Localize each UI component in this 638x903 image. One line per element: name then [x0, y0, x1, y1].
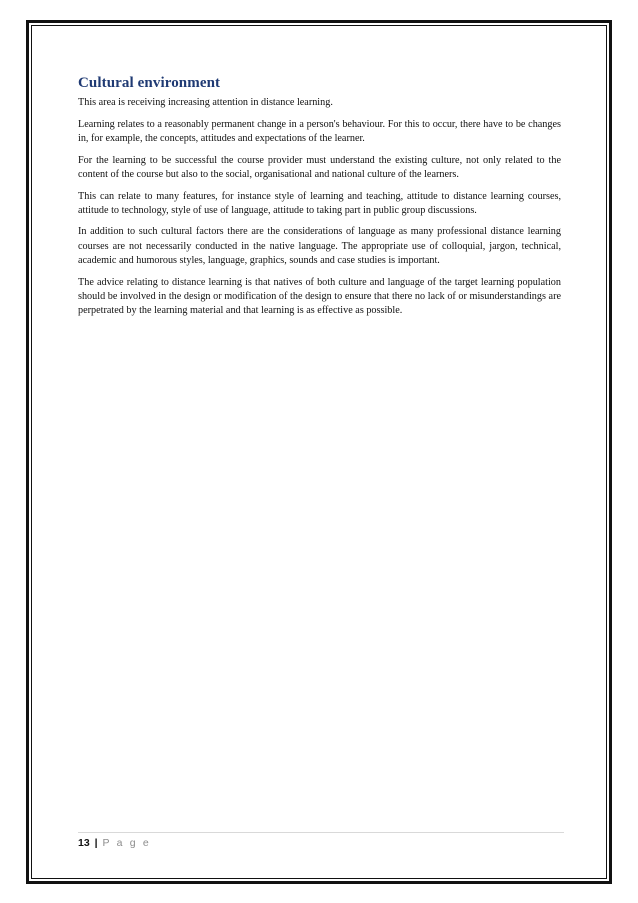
footer-divider [78, 832, 564, 833]
section-heading: Cultural environment [78, 75, 221, 91]
paragraph-course-provider: For the learning to be successful the course provider must understand the existing culture, not only related to the content of the course but also to the social, organisational and national culture of the learners. [78, 154, 561, 180]
page-footer [78, 836, 151, 850]
paragraph-language: In addition to such cultural factors there are the considerations of language as many professional distance learning courses are not necessarily conducted in the native language. The appropriate use of colloquial, jargon, technical, academic and humorous styles, language, graphics, sounds and case studies is important. [78, 226, 561, 266]
paragraph-features: This can relate to many features, for instance style of learning and teaching, attitude to distance learning courses, attitude to technology, style of use of language, attitude to taking part in public group discussions. [78, 190, 561, 216]
paragraph-intro: This area is receiving increasing attention in distance learning. [78, 97, 333, 108]
page-number: 13 [78, 837, 90, 849]
footer-separator: | [94, 837, 98, 849]
page-label: P a g e [102, 837, 151, 849]
paragraph-advice: The advice relating to distance learning is that natives of both culture and language of the target learning population should be involved in the design or modification of the design to ensure that there no lack of or misunderstandings are perpetrated by the learning material and that learning is as effective as possible. [78, 276, 561, 316]
paragraph-learning-change: Learning relates to a reasonably permanent change in a person's behaviour. For this to occur, there have to be changes in, for example, the concepts, attitudes and expectations of the learner. [78, 118, 561, 144]
document-body [78, 74, 561, 326]
